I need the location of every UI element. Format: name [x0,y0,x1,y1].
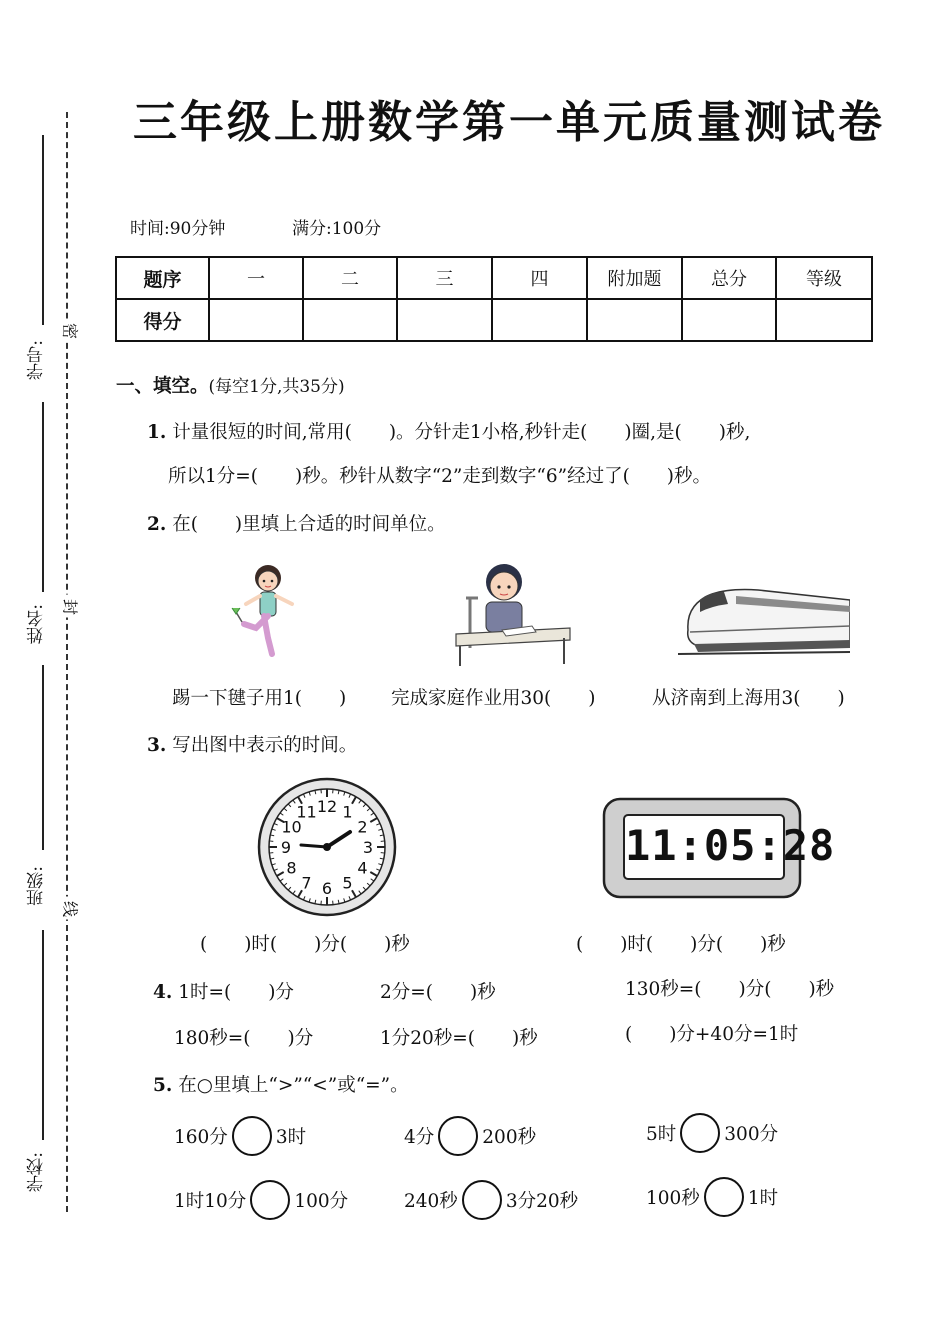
score-cell[interactable] [397,299,492,341]
underline-class [42,665,44,850]
score-table-header-row [116,257,872,299]
clock-numeral: 9 [280,838,292,857]
clock-numeral: 4 [357,858,368,878]
answer-circle[interactable] [232,1116,272,1156]
table-cell: 附加题 [587,257,682,299]
score-cell[interactable] [303,299,397,341]
question-3 [147,731,357,757]
underline-school [42,930,44,1140]
score-cell[interactable] [682,299,776,341]
table-cell: 四 [492,257,587,299]
conversion-item: ( )分+40分=1时 [625,1024,799,1045]
clock-numeral: 3 [362,838,374,857]
answer-circle[interactable] [250,1180,290,1220]
question-number: 5. [153,1075,173,1096]
section-heading [116,372,345,398]
conversion-item: 1分20秒=( )秒 [380,1028,538,1049]
high-speed-train-illustration [678,582,850,658]
underline-student-id [42,135,44,325]
name-label: 姓名: [27,604,47,644]
conversion-item: 1时=( )分 [178,982,294,1003]
question-number: 4. [153,982,173,1003]
table-cell: 总分 [682,257,776,299]
score-cell[interactable] [492,299,587,341]
homework-item-2: 完成家庭作业用30( ) [391,688,596,709]
compare-right: 200秒 [482,1127,537,1148]
clock-numeral: 6 [321,879,333,898]
clock-numeral: 1 [342,802,353,822]
table-cell: 三 [397,257,492,299]
question-number: 3. [147,735,167,756]
score-table [115,256,873,342]
comparison-item [404,1180,578,1220]
question-4-row-1-item-1 [153,978,294,1004]
analog-clock [256,776,398,918]
comparison-item [174,1116,306,1156]
boy-doing-homework-illustration [452,558,574,668]
table-cell: 等级 [776,257,872,299]
class-label: 班级: [27,866,47,906]
school-label: 学校: [27,1152,47,1192]
time-info: 时间:90分钟 [130,219,226,239]
score-cell[interactable] [587,299,682,341]
question-1-line-1 [147,418,750,444]
score-cell[interactable] [209,299,303,341]
clock-numeral: 10 [281,817,302,837]
clock-numeral: 11 [296,802,317,822]
full-score: 满分:100分 [292,219,382,239]
compare-left: 100秒 [646,1188,700,1209]
compare-right: 300分 [724,1124,779,1145]
clock-numeral: 2 [357,817,368,837]
answer-circle[interactable] [704,1177,744,1217]
compare-right: 100分 [294,1191,349,1212]
girl-kicking-shuttlecock-illustration [228,558,308,662]
table-cell: 题序 [116,257,209,299]
question-text: 在( )里填上合适的时间单位。 [172,514,446,535]
section-title: 一、填空。 [116,376,209,397]
digital-clock-display: 11:05:28 [625,821,836,870]
answer-circle[interactable] [680,1113,720,1153]
conversion-item: 2分=( )秒 [380,982,496,1003]
compare-left: 5时 [646,1124,677,1145]
question-2 [147,510,446,536]
clock-numeral: 5 [342,873,353,893]
table-cell: 一 [209,257,303,299]
seal-dashed-line [66,112,68,1212]
compare-left: 4分 [404,1127,435,1148]
homework-item-3: 从济南到上海用3( ) [652,688,845,709]
conversion-item: 180秒=( )分 [174,1028,314,1049]
answer-circle[interactable] [438,1116,478,1156]
table-cell: 得分 [116,299,209,341]
seal-feng: 封 [62,596,79,616]
question-text: 计量很短的时间,常用( )。分针走1小格,秒针走( )圈,是( )秒, [172,422,751,443]
compare-left: 240秒 [404,1191,458,1212]
compare-right: 3分20秒 [505,1191,579,1212]
compare-right: 3时 [275,1127,307,1148]
answer-circle[interactable] [462,1180,502,1220]
score-cell[interactable] [776,299,872,341]
comparison-item [404,1116,536,1156]
clock-center [323,843,331,851]
clock-answer-left: ( )时( )分( )秒 [200,934,410,955]
student-id-label: 学号: [27,340,47,380]
score-table-score-row [116,299,872,341]
homework-item-1: 踢一下毽子用1( ) [172,688,347,709]
compare-left: 1时10分 [174,1191,247,1212]
question-1-line-2: 所以1分=( )秒。秒针从数字“2”走到数字“6”经过了( )秒。 [168,466,712,487]
page-title: 三年级上册数学第一单元质量测试卷 [133,97,885,148]
clock-numeral: 12 [316,797,338,816]
clock-numeral: 8 [286,858,297,878]
question-text: 写出图中表示的时间。 [172,735,358,756]
comparison-item [646,1177,778,1217]
question-number: 1. [147,422,167,443]
question-5 [153,1071,409,1097]
compare-left: 160分 [174,1127,228,1148]
seal-mi: 密 [62,320,79,340]
question-number: 2. [147,514,167,535]
comparison-item [646,1113,778,1153]
seal-xian: 线 [62,898,79,918]
table-cell: 二 [303,257,397,299]
clock-numeral: 7 [301,873,312,893]
question-text: 在○里填上“>”“<”或“=”。 [178,1075,409,1096]
comparison-item [174,1180,348,1220]
section-note: (每空1分,共35分) [208,377,345,397]
underline-name [42,402,44,592]
clock-answer-right: ( )时( )分( )秒 [576,934,786,955]
compare-right: 1时 [747,1188,779,1209]
conversion-item: 130秒=( )分( )秒 [625,979,835,1000]
